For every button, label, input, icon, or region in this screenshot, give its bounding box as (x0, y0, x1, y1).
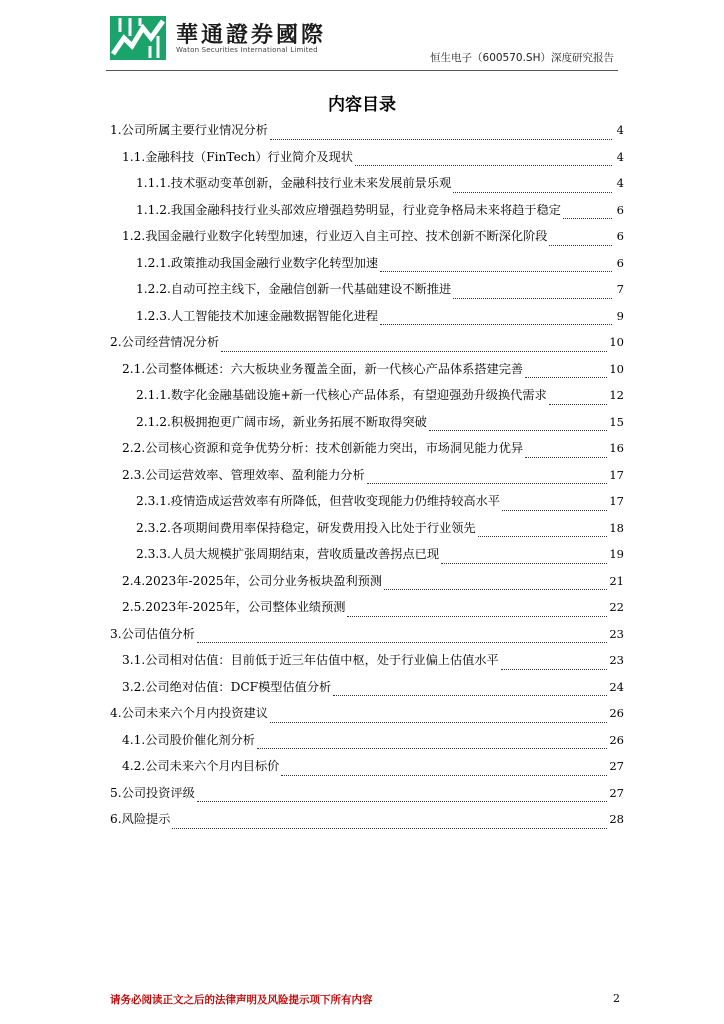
toc-entry-page: 26 (609, 706, 624, 720)
toc-entry-text: 3.公司估值分析 (110, 626, 195, 641)
toc-entry[interactable] (110, 386, 624, 413)
toc-entry[interactable] (110, 174, 624, 201)
toc-entry-text: 2.4.2023年-2025年，公司分业务板块盈利预测 (122, 573, 383, 588)
toc-entry-page: 23 (609, 653, 624, 667)
toc-entry[interactable] (110, 466, 624, 493)
company-name-en: Waton Securities International Limited (176, 46, 318, 54)
toc-entry-text: 2.3.2.各项期间费用率保持稳定，研发费用投入比处于行业领先 (136, 520, 476, 535)
toc-entry[interactable] (110, 598, 624, 625)
toc-entry-page: 18 (609, 520, 624, 535)
toc-entry-text: 6.风险提示 (110, 812, 171, 826)
toc-leader-dots (453, 298, 612, 299)
toc-entry-text: 2.3.公司运营效率、管理效率、盈利能力分析 (122, 467, 365, 482)
toc-leader-dots (355, 165, 612, 166)
toc-entry-text: 1.2.3.人工智能技术加速金融数据智能化进程 (136, 308, 379, 323)
toc-leader-dots (172, 828, 607, 829)
toc-leader-dots (563, 218, 612, 219)
toc-entry-text: 2.3.3.人员大规模扩张周期结束，营收质量改善拐点已现 (136, 547, 440, 561)
toc-entry-page: 16 (609, 441, 624, 455)
toc-entry-text: 5.公司投资评级 (110, 785, 195, 800)
toc-entry-page: 6 (616, 229, 624, 243)
toc-entry[interactable] (110, 201, 624, 228)
toc-entry[interactable] (110, 810, 624, 837)
toc-leader-dots (270, 139, 612, 140)
toc-leader-dots (549, 245, 612, 246)
toc-entry[interactable] (110, 704, 624, 731)
page-number: 2 (613, 992, 620, 1005)
toc-entry[interactable] (110, 439, 624, 466)
toc-leader-dots (384, 589, 607, 590)
toc-entry-text: 2.1.1.数字化金融基础设施+新一代核心产品体系，有望迎强劲升级换代需求 (136, 388, 547, 402)
toc-entry[interactable] (110, 731, 624, 758)
toc-entry-page: 21 (609, 573, 624, 588)
toc-entry[interactable] (110, 784, 624, 811)
toc-entry[interactable] (110, 757, 624, 784)
toc-leader-dots (221, 351, 607, 352)
toc-entry[interactable] (110, 333, 624, 360)
legal-disclaimer: 请务必阅读正文之后的法律声明及风险提示项下所有内容 (110, 994, 373, 1006)
toc-entry-text: 2.公司经营情况分析 (110, 335, 220, 349)
header-divider (106, 70, 618, 71)
toc-entry-text: 1.2.我国金融行业数字化转型加速，行业迈入自主可控、技术创新不断深化阶段 (122, 229, 548, 243)
toc-leader-dots (380, 324, 612, 325)
toc-leader-dots (478, 536, 608, 537)
toc-entry[interactable] (110, 545, 624, 572)
toc-entry-page: 19 (609, 547, 624, 561)
toc-entry-text: 1.公司所属主要行业情况分析 (110, 123, 268, 137)
toc-entry-page: 4 (616, 149, 624, 164)
toc-entry-page: 10 (609, 335, 624, 349)
report-tag: 恒生电子（600570.SH）深度研究报告 (430, 52, 614, 64)
toc-leader-dots (197, 801, 608, 802)
toc-leader-dots (429, 430, 608, 431)
toc-entry[interactable] (110, 572, 624, 599)
toc-entry-text: 3.2.公司绝对估值：DCF模型估值分析 (122, 679, 332, 694)
toc-leader-dots (502, 510, 607, 511)
toc-leader-dots (453, 192, 612, 193)
toc-entry-page: 22 (609, 600, 624, 614)
toc-entry[interactable] (110, 492, 624, 519)
toc-entry-text: 1.1.金融科技（FinTech）行业简介及现状 (122, 149, 353, 164)
toc-entry-page: 10 (609, 361, 624, 376)
toc-entry-page: 28 (609, 812, 624, 826)
toc-entry[interactable] (110, 121, 624, 148)
toc-entry-text: 1.1.1.技术驱动变革创新，金融科技行业未来发展前景乐观 (136, 176, 452, 190)
toc-leader-dots (367, 483, 608, 484)
page-header (0, 0, 724, 78)
toc-entry[interactable] (110, 148, 624, 175)
toc-entry-page: 27 (609, 759, 624, 773)
toc-entry-page: 17 (609, 494, 624, 508)
toc-entry-page: 23 (609, 626, 624, 641)
toc-entry-text: 2.5.2023年-2025年，公司整体业绩预测 (122, 600, 346, 614)
toc-entry-text: 4.1.公司股价催化剂分析 (122, 732, 255, 747)
toc-entry-page: 6 (616, 255, 624, 270)
toc-leader-dots (257, 748, 607, 749)
toc-leader-dots (549, 404, 608, 405)
toc-entry-page: 7 (616, 282, 624, 296)
toc-entry[interactable] (110, 413, 624, 440)
toc-entry-text: 3.1.公司相对估值：目前低于近三年估值中枢，处于行业偏上估值水平 (122, 653, 499, 667)
toc-entry[interactable] (110, 254, 624, 281)
toc-entry[interactable] (110, 678, 624, 705)
company-name-cn: 華通證券國際 (176, 22, 327, 48)
toc-entry-text: 1.2.1.政策推动我国金融行业数字化转型加速 (136, 255, 379, 270)
toc-entry-page: 4 (616, 176, 624, 190)
table-of-contents (110, 121, 624, 837)
toc-leader-dots (525, 457, 607, 458)
toc-leader-dots (333, 695, 607, 696)
toc-entry-text: 2.1.2.积极拥抱更广阔市场，新业务拓展不断取得突破 (136, 414, 427, 429)
toc-entry-page: 26 (609, 732, 624, 747)
toc-entry-page: 12 (609, 388, 624, 402)
toc-entry-page: 24 (609, 679, 624, 694)
toc-entry-page: 17 (609, 467, 624, 482)
toc-entry-page: 4 (616, 123, 624, 137)
toc-entry-page: 27 (609, 785, 624, 800)
toc-entry-text: 4.2.公司未来六个月内目标价 (122, 759, 280, 773)
toc-entry-text: 4.公司未来六个月内投资建议 (110, 706, 268, 720)
toc-entry-text: 2.1.公司整体概述：六大板块业务覆盖全面，新一代核心产品体系搭建完善 (122, 361, 524, 376)
toc-leader-dots (270, 722, 607, 723)
toc-entry-text: 2.3.1.疫情造成运营效率有所降低，但营收变现能力仍维持较高水平 (136, 494, 500, 508)
toc-entry[interactable] (110, 519, 624, 546)
waton-logo-icon (110, 16, 166, 60)
toc-entry[interactable] (110, 651, 624, 678)
toc-title: 内容目录 (328, 95, 396, 115)
toc-entry-page: 9 (616, 308, 624, 323)
toc-entry-text: 1.1.2.我国金融科技行业头部效应增强趋势明显，行业竞争格局未来将趋于稳定 (136, 202, 561, 217)
toc-entry-text: 2.2.公司核心资源和竞争优势分析：技术创新能力突出，市场洞见能力优异 (122, 441, 524, 455)
toc-entry-page: 6 (616, 202, 624, 217)
toc-leader-dots (347, 616, 607, 617)
toc-entry-page: 15 (609, 414, 624, 429)
toc-leader-dots (525, 377, 607, 378)
toc-leader-dots (441, 563, 607, 564)
toc-entry[interactable] (110, 307, 624, 334)
toc-entry[interactable] (110, 625, 624, 652)
toc-leader-dots (197, 642, 608, 643)
toc-entry[interactable] (110, 280, 624, 307)
toc-leader-dots (380, 271, 612, 272)
toc-entry-text: 1.2.2.自动可控主线下，金融信创新一代基础建设不断推进 (136, 282, 452, 296)
toc-leader-dots (501, 669, 608, 670)
toc-entry[interactable] (110, 360, 624, 387)
toc-leader-dots (281, 775, 607, 776)
toc-entry[interactable] (110, 227, 624, 254)
